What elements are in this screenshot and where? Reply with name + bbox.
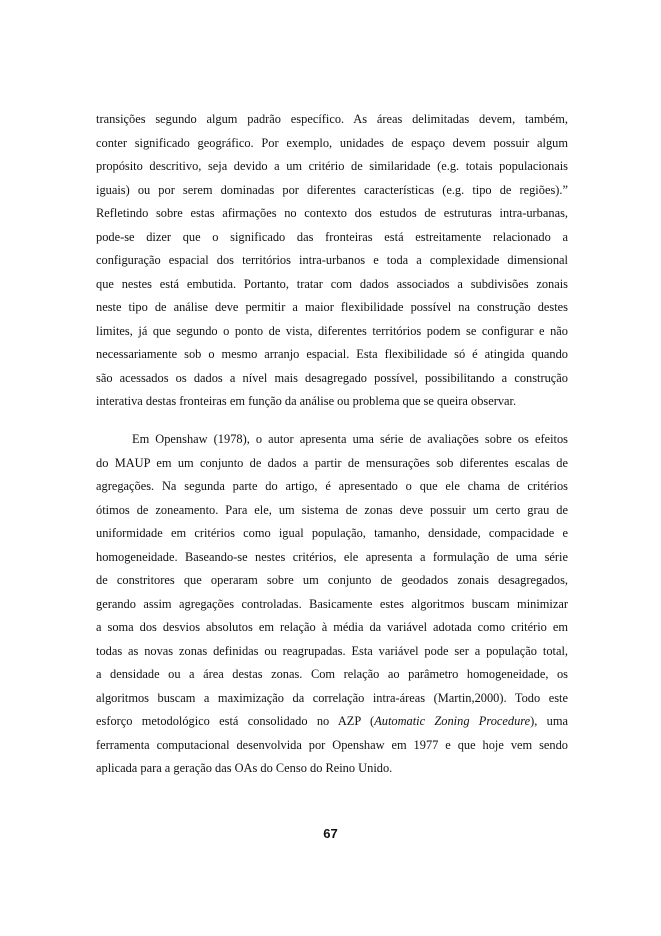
text-line: agregações. Na segunda parte do artigo, é apresentado o que ele chama de critérios [96,479,568,493]
text-line: a soma dos desvios absolutos em relação à média da variável adotada como critério em [96,620,568,634]
text-line: aplicada para a geração das OAs do Censo do Reino Unido. [96,761,393,775]
text-line: homogeneidade. Baseando-se nestes critérios, ele apresenta a formulação de uma série [96,549,568,564]
paragraph-1 [96,108,568,414]
text-line: ótimos de zoneamento. Para ele, um sistema de zonas deve possuir um certo grau de [96,502,568,517]
text-line: gerando assim agregações controladas. Basicamente estes algoritmos buscam minimizar [96,596,568,611]
text-line: necessariamente sob o mesmo arranjo espacial. Esta flexibilidade só é atingida quando [96,347,568,361]
paragraph-1-text [96,108,568,414]
text-line: são acessados os dados a nível mais desagregado possível, possibilitando a construção [96,370,568,385]
text-line: de constritores que operaram sobre um conjunto de geodados zonais desagregados, [96,573,568,587]
text-line: do MAUP em um conjunto de dados a partir de mensurações sob diferentes escalas de [96,455,568,470]
text-segment: esforço metodológico está consolidado no AZP ( [96,714,375,728]
text-line: uniformidade em critérios como igual população, tamanho, densidade, compacidade e [96,526,568,540]
italic-term: Automatic Zoning Procedure [374,714,531,728]
text-line: a densidade ou a área destas zonas. Com relação ao parâmetro homogeneidade, os [96,667,568,681]
text-line: algoritmos buscam a maximização da correlação intra-áreas (Martin,2000). Todo este [96,690,568,705]
page-number: 67 [323,826,338,841]
text-line: todas as novas zonas definidas ou reagrupadas. Esta variável pode ser a população total, [96,643,568,658]
paragraph-2 [96,428,568,781]
text-line: pode-se dizer que o significado das fronteiras está estreitamente relacionado a [96,229,568,244]
text-line: configuração espacial dos territórios intra-urbanos e toda a complexidade dimensional [96,253,568,267]
text-line: conter significado geográfico. Por exemplo, unidades de espaço devem possuir algum [96,135,568,150]
text-line: ferramenta computacional desenvolvida por Openshaw em 1977 e que hoje vem sendo [96,737,568,752]
text-line: Refletindo sobre estas afirmações no contexto dos estudos de estruturas intra-urbanas, [96,206,568,220]
text-line: Em Openshaw (1978), o autor apresenta uma série de avaliações sobre os efeitos [132,432,568,446]
text-line: iguais) ou por serem dominadas por diferentes características (e.g. tipo de regiões).” [96,182,568,197]
text-line: limites, já que segundo o ponto de vista, diferentes territórios podem se configurar e não [96,323,568,338]
text-line: neste tipo de análise deve permitir a maior flexibilidade possível na construção destes [96,300,568,314]
paragraph-2-text [96,428,568,781]
text-segment: ), uma [530,714,569,728]
text-line [96,710,568,734]
text-line: propósito descritivo, seja devido a um critério de similaridade (e.g. totais populacionais [96,159,568,173]
text-line: transições segundo algum padrão específico. As áreas delimitadas devem, também, [96,112,568,126]
text-line: que nestes está embutida. Portanto, tratar com dados associados a subdivisões zonais [96,276,568,291]
text-line: interativa destas fronteiras em função da análise ou problema que se queira observar. [96,394,517,408]
